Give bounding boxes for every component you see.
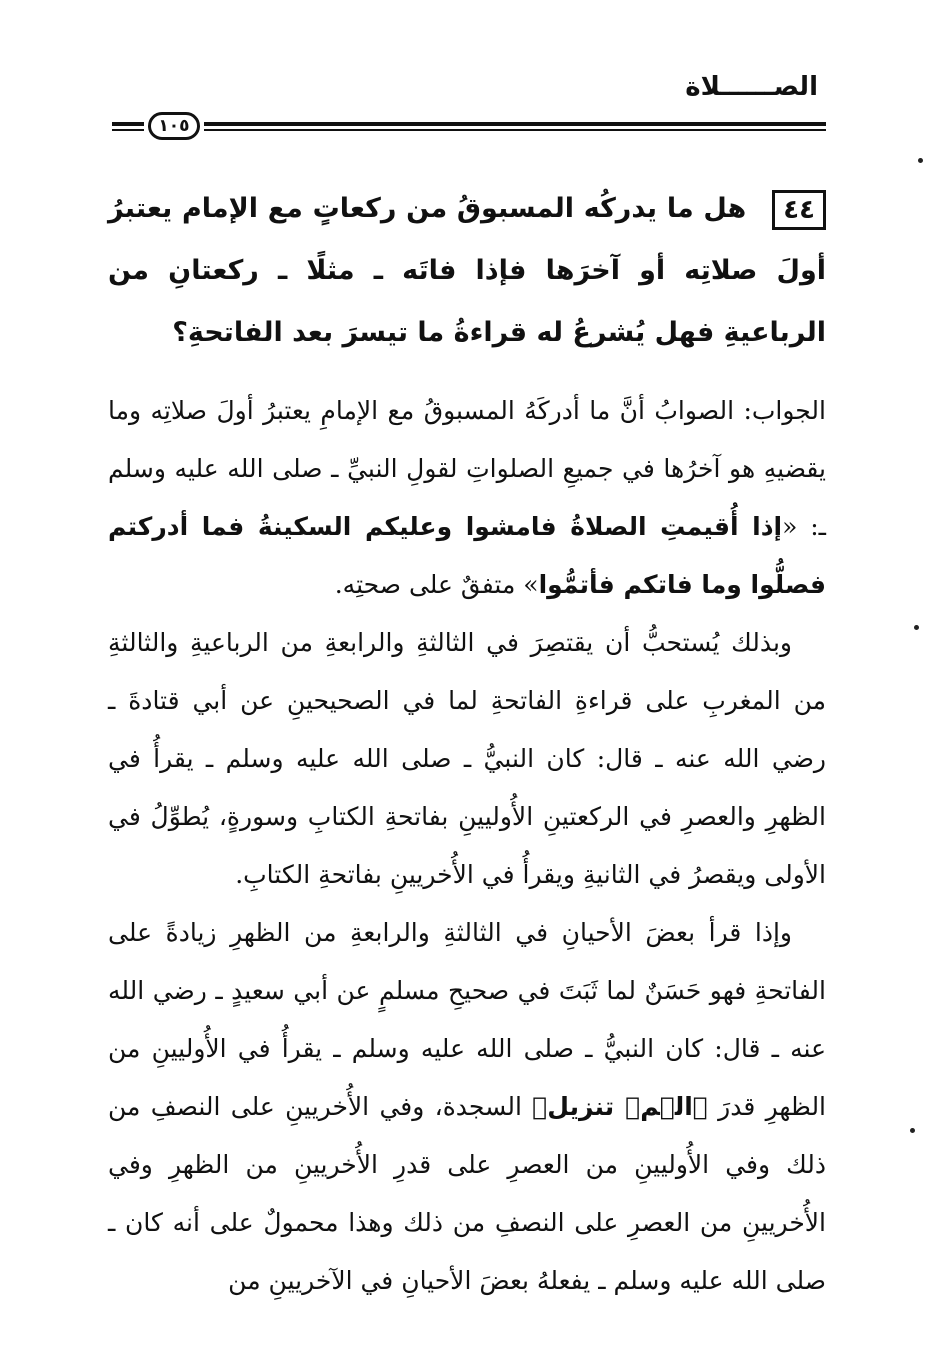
header-rule-long <box>204 122 826 133</box>
surah-name: ﴿الۤمۤ تنزيل﴾ <box>532 1092 708 1121</box>
answer-paragraph-3 <box>108 904 826 1310</box>
scan-speck <box>910 1128 915 1133</box>
scan-speck <box>918 158 923 163</box>
answer-p1-text-b: » متفقٌ على صحتِه. <box>334 570 539 599</box>
answer-p1-text-a: الجواب: الصوابُ أنَّ ما أدركَهُ المسبوقُ مع الإمامِ يعتبرُ أولَ صلاتِه وما يقضيهِ هو آخرُها في جميعِ الصلواتِ لقولِ النبيِّ ـ صلى الله عليه وسلم ـ: « <box>108 396 826 541</box>
answer-p3-text-a: وإذا قرأ بعضَ الأحيانِ في الثالثةِ والرابعةِ من الظهرِ زيادةً على الفاتحةِ فهو حَسَنٌ لما ثَبَتَ في صحيحِ مسلمٍ عن أبي سعيدٍ ـ رضي الله عنه ـ قال: كان النبيُّ ـ صلى الله عليه وسلم ـ يقرأُ في الأُوليينِ من الظهرِ قدرَ <box>108 918 827 1121</box>
question-block <box>108 178 826 364</box>
header-rule-short <box>112 122 144 133</box>
answer-paragraph-2: وبذلك يُستحبُّ أن يقتصِرَ في الثالثةِ والرابعةِ من الرباعيةِ والثالثةِ من المغربِ على قراءةِ الفاتحةِ لما في الصحيحينِ عن أبي قتادةَ ـ رضي الله عنه ـ قال: كان النبيُّ ـ صلى الله عليه وسلم ـ يقرأُ في الظهرِ والعصرِ في الركعتينِ الأُوليينِ بفاتحةِ الكتابِ وسورةٍ، يُطوِّلُ في الأولى ويقصرُ في الثانيةِ ويقرأُ في الأُخريينِ بفاتحةِ الكتابِ. <box>108 628 826 889</box>
question-number: ٤٤ <box>772 190 826 230</box>
hadith-quote: إذا أُقيمتِ الصلاةُ فامشوا وعليكم السكينةُ فما أدركتم فصلُّوا وما فاتكم فأتمُّوا <box>108 512 826 599</box>
page-number: ١٠٥ <box>148 112 200 140</box>
question-text: هل ما يدركُه المسبوقُ من ركعاتٍ مع الإمام يعتبرُ أولَ صلاتِه أو آخرَها فإذا فاتَه ـ مثلًا ـ ركعتانِ من الرباعيةِ فهل يُشرعُ له قراءةُ ما تيسرَ بعد الفاتحةِ؟ <box>108 193 826 348</box>
scan-speck <box>914 625 919 630</box>
answer-paragraph-1 <box>108 382 826 614</box>
running-head-title: الصــــــلاة <box>685 72 818 102</box>
answer-p3-text-b: السجدة، وفي الأُخريينِ على النصفِ من ذلك وفي الأُوليينِ من العصرِ على قدرِ الأُخريينِ من الظهرِ وفي الأُخريينِ من العصرِ على النصفِ من ذلك وهذا محمولٌ على أنه كان ـ صلى الله عليه وسلم ـ يفعلهُ بعضَ الأحيانِ في الآخريينِ من <box>108 1092 826 1295</box>
answer-block <box>108 382 826 1310</box>
header-rule <box>112 112 826 142</box>
